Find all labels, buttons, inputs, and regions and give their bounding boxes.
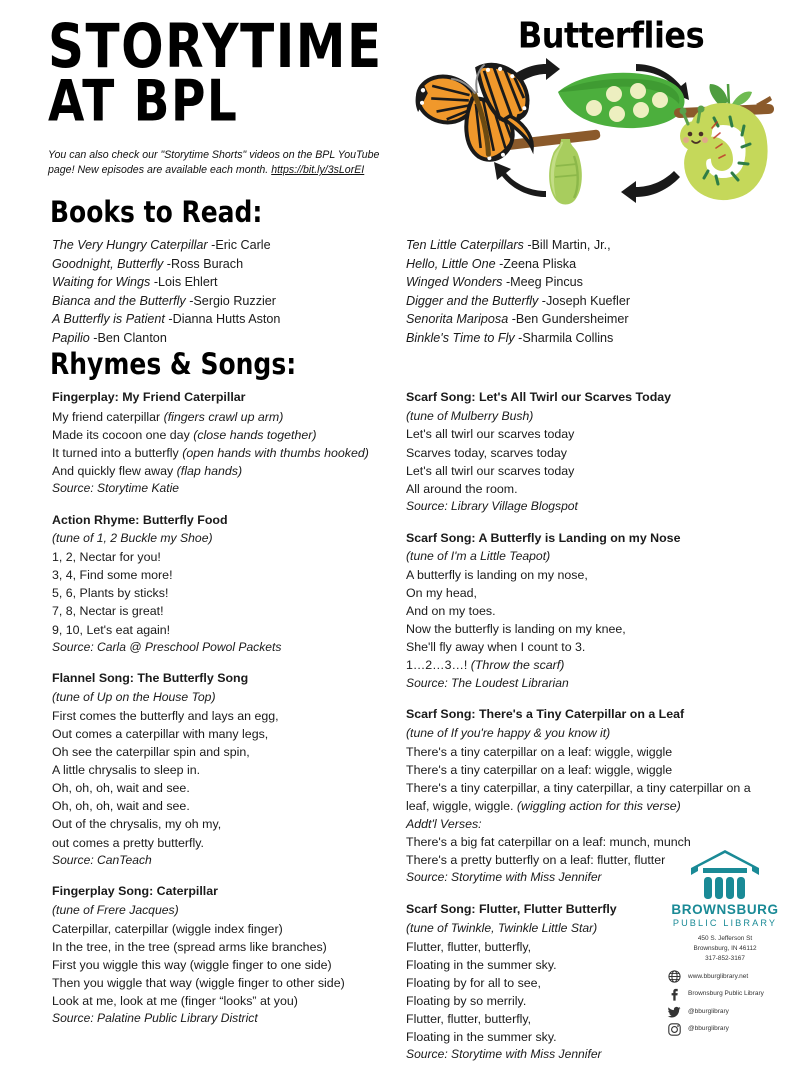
address-line-1: 450 S. Jefferson St: [697, 935, 753, 943]
song-tune: (tune of If you're happy & you know it): [406, 725, 611, 740]
page-title-line2: AT BPL: [48, 68, 239, 136]
book-list-item: [52, 255, 392, 274]
social-link-label: Brownsburg Public Library: [688, 990, 764, 998]
social-links: [662, 970, 788, 1036]
song-line: 3, 4, Find some more!: [52, 568, 173, 583]
book-list-item: [52, 292, 392, 311]
book-title: Binkle's Time to Fly: [406, 330, 515, 345]
song-line-action: (open hands with thumbs hooked): [182, 445, 369, 460]
book-title: Ten Little Caterpillars: [406, 238, 524, 252]
book-title: Goodnight, Butterfly: [52, 256, 164, 271]
book-list-item: [406, 310, 756, 329]
book-author: -Ben Clanton: [89, 330, 167, 345]
song-line: And quickly flew away (flap hands): [52, 463, 243, 478]
song-source: Source: Storytime with Miss Jennifer: [406, 1047, 602, 1062]
song-line: Out comes a caterpillar with many legs,: [52, 726, 269, 741]
song-tune: (tune of Mulberry Bush): [406, 408, 534, 423]
song-line: First you wiggle this way (wiggle finger to one side): [52, 957, 332, 972]
song-source: Source: Carla @ Preschool Powol Packets: [52, 639, 282, 654]
song-line: Now the butterfly is landing on my knee,: [406, 622, 626, 637]
song-line: There's a tiny caterpillar on a leaf: wiggle, wiggle: [406, 762, 673, 777]
book-title: Bianca and the Butterfly: [52, 293, 186, 308]
page-header: [0, 0, 791, 205]
song-source: Source: Palatine Public Library District: [52, 1011, 258, 1026]
chrysalis-stage-icon: [503, 130, 601, 205]
art-title: Butterflies: [517, 14, 705, 57]
song-source: Source: The Loudest Librarian: [406, 675, 569, 690]
books-column-right: [406, 236, 756, 347]
song-line-action: (flap hands): [176, 463, 243, 478]
song-line: In the tree, in the tree (spread arms like branches): [52, 939, 327, 954]
song-line-action: (close hands together): [193, 427, 317, 442]
book-title: Digger and the Butterfly: [406, 293, 539, 308]
book-author: -Lois Ehlert: [150, 275, 218, 289]
butterfly-lifecycle-illustration: [398, 14, 788, 209]
book-list-item: [406, 292, 756, 311]
song-line: 5, 6, Plants by sticks!: [52, 586, 169, 601]
song-line: 1, 2, Nectar for you!: [52, 550, 161, 565]
song-line: There's a pretty butterfly on a leaf: flutter, flutter: [406, 853, 666, 868]
song-line: Floating in the summer sky.: [406, 957, 557, 972]
library-name: BROWNSBURG: [671, 902, 779, 917]
twitter-icon: [668, 1005, 681, 1018]
page-title: [48, 10, 418, 136]
book-list-item: [406, 329, 756, 348]
song-line-action: Addt'l Verses:: [406, 817, 482, 832]
instagram-icon: [668, 1023, 681, 1036]
song-line: Floating by so merrily.: [406, 993, 527, 1008]
social-link-row[interactable]: [668, 988, 788, 1001]
song-line: Flutter, flutter, butterfly,: [406, 939, 532, 954]
song-line: out comes a pretty butterfly.: [52, 835, 204, 850]
subtitle: [48, 148, 398, 178]
rhymes-column-left: [52, 388, 397, 1041]
book-author: -Ross Burach: [163, 256, 244, 271]
song-source: Source: Library Village Blogspot: [406, 498, 578, 513]
song-line: Let's all twirl our scarves today: [406, 427, 575, 442]
book-list-item: [52, 329, 392, 348]
song-tune: (tune of Twinkle, Twinkle Little Star): [406, 920, 598, 935]
song-line: All around the room.: [406, 481, 518, 496]
song-entry: [52, 882, 397, 1028]
page-title-line1: STORYTIME: [48, 10, 383, 82]
book-author: -Joseph Kuefler: [538, 293, 631, 308]
song-title: Scarf Song: Flutter, Flutter Butterfly: [406, 902, 617, 917]
book-title: Hello, Little One: [406, 256, 496, 271]
book-title: Papilio: [52, 330, 90, 345]
song-source: Source: CanTeach: [52, 852, 152, 867]
book-author: -Eric Carle: [207, 238, 271, 252]
song-line: Oh, oh, oh, wait and see.: [52, 799, 190, 814]
song-title: Fingerplay Song: Caterpillar: [52, 884, 218, 899]
books-column-left: [52, 236, 392, 347]
library-address: [662, 934, 788, 963]
song-line: 1…2…3…! (Throw the scarf): [406, 658, 565, 673]
lifecycle-diagram-svg: [398, 44, 788, 209]
song-entry: [52, 511, 397, 657]
song-source: Source: Storytime with Miss Jennifer: [406, 870, 602, 885]
book-title: Waiting for Wings: [52, 275, 151, 289]
book-list-item: [406, 255, 756, 274]
song-entry: [406, 388, 766, 516]
song-tune: (tune of 1, 2 Buckle my Shoe): [52, 531, 213, 546]
song-title: Scarf Song: A Butterfly is Landing on my Nose: [406, 530, 681, 545]
song-line: Caterpillar, caterpillar (wiggle index finger): [52, 921, 283, 936]
song-line-action: (Throw the scarf): [470, 658, 565, 673]
song-line: Then you wiggle that way (wiggle finger to other side): [52, 976, 345, 991]
social-link-row[interactable]: [668, 1005, 788, 1018]
book-title: The Very Hungry Caterpillar: [52, 238, 208, 252]
social-link-label: www.bburglibrary.net: [688, 972, 749, 980]
song-line: It turned into a butterfly (open hands with thumbs hooked): [52, 445, 369, 460]
song-title: Fingerplay: My Friend Caterpillar: [52, 390, 246, 404]
song-title: Scarf Song: Let's All Twirl our Scarves Today: [406, 390, 672, 404]
song-line: Made its cocoon one day (close hands together): [52, 427, 317, 442]
books-section-heading: Books to Read:: [50, 195, 263, 229]
song-line: She'll fly away when I count to 3.: [406, 640, 586, 655]
song-line: There's a tiny caterpillar, a tiny caterpillar, a tiny caterpillar on a leaf, wiggle, wiggle. (wiggling action for this verse): [406, 780, 751, 813]
song-line: My friend caterpillar (fingers crawl up arm): [52, 409, 284, 424]
phone-number: 317-852-3167: [705, 954, 745, 962]
song-title: Scarf Song: There's a Tiny Caterpillar on a Leaf: [406, 707, 685, 722]
song-line: Flutter, flutter, butterfly,: [406, 1011, 532, 1026]
library-building-icon: [689, 848, 761, 900]
song-line: Let's all twirl our scarves today: [406, 463, 575, 478]
song-line: First comes the butterfly and lays an egg,: [52, 708, 279, 723]
social-link-label: @bburglibrary: [688, 1025, 729, 1033]
song-title: Flannel Song: The Butterfly Song: [52, 671, 249, 686]
youtube-link[interactable]: https://bit.ly/3sLorEI: [271, 164, 365, 177]
song-line: On my head,: [406, 586, 477, 601]
song-line: Oh see the caterpillar spin and spin,: [52, 744, 250, 759]
book-list-item: [52, 310, 392, 329]
song-line: 9, 10, Let's eat again!: [52, 622, 171, 637]
book-list-item: [52, 236, 392, 255]
facebook-icon: [668, 988, 681, 1001]
book-author: -Zeena Pliska: [495, 256, 577, 271]
book-author: -Bill Martin, Jr.,: [523, 238, 611, 252]
song-line: A little chrysalis to sleep in.: [52, 763, 201, 778]
song-line: Scarves today, scarves today: [406, 445, 567, 460]
song-line: Oh, oh, oh, wait and see.: [52, 781, 190, 796]
social-link-row[interactable]: [668, 970, 788, 983]
song-line: 7, 8, Nectar is great!: [52, 604, 164, 619]
book-author: -Ben Gundersheimer: [508, 312, 629, 326]
library-logo-block: [662, 848, 788, 1040]
song-line: A butterfly is landing on my nose,: [406, 567, 588, 582]
subtitle-text: You can also check our "Storytime Shorts" videos on the BPL YouTube page! New episodes are available each month.: [48, 149, 380, 177]
song-tune: (tune of Up on the House Top): [52, 689, 216, 704]
song-line: Floating by for all to see,: [406, 975, 541, 990]
egg-stage-icon: [558, 73, 685, 128]
title-block: [48, 10, 418, 136]
book-title: Winged Wonders: [406, 275, 503, 289]
social-link-label: @bburglibrary: [688, 1007, 729, 1015]
song-entry: [406, 529, 766, 693]
song-line: There's a tiny caterpillar on a leaf: wiggle, wiggle: [406, 744, 673, 759]
song-line-action: (fingers crawl up arm): [163, 409, 284, 424]
library-subname: PUBLIC LIBRARY: [672, 918, 778, 929]
song-line: Floating in the summer sky.: [406, 1030, 557, 1045]
song-tune: (tune of Frere Jacques): [52, 902, 179, 917]
song-line: [406, 815, 766, 833]
book-title: A Butterfly is Patient: [52, 312, 165, 326]
song-entry: [52, 388, 397, 498]
book-author: -Sergio Ruzzier: [185, 293, 277, 308]
address-line-2: Brownsburg, IN 46112: [693, 944, 757, 952]
song-title: Action Rhyme: Butterfly Food: [52, 512, 228, 527]
song-entry: [52, 669, 397, 869]
book-title: Senorita Mariposa: [406, 312, 509, 326]
book-list-item: [406, 236, 756, 255]
song-line-action: (wiggling action for this verse): [516, 799, 681, 813]
rhymes-section-heading: Rhymes & Songs:: [50, 347, 297, 381]
song-source: Source: Storytime Katie: [52, 481, 180, 496]
song-tune: (tune of I'm a Little Teapot): [406, 549, 551, 564]
song-line: Out of the chrysalis, my oh my,: [52, 817, 222, 832]
book-author: -Meeg Pincus: [502, 275, 583, 289]
book-list-item: [406, 273, 756, 292]
book-list-item: [52, 273, 392, 292]
song-line: Look at me, look at me (finger “looks” at you): [52, 994, 298, 1009]
song-line: There's a big fat caterpillar on a leaf: munch, munch: [406, 835, 691, 850]
book-author: -Sharmila Collins: [514, 330, 614, 345]
caterpillar-stage-icon: [674, 84, 774, 189]
social-link-row[interactable]: [668, 1023, 788, 1036]
song-line: And on my toes.: [406, 604, 496, 619]
book-author: -Dianna Hutts Aston: [164, 312, 281, 326]
globe-icon: [668, 970, 681, 983]
